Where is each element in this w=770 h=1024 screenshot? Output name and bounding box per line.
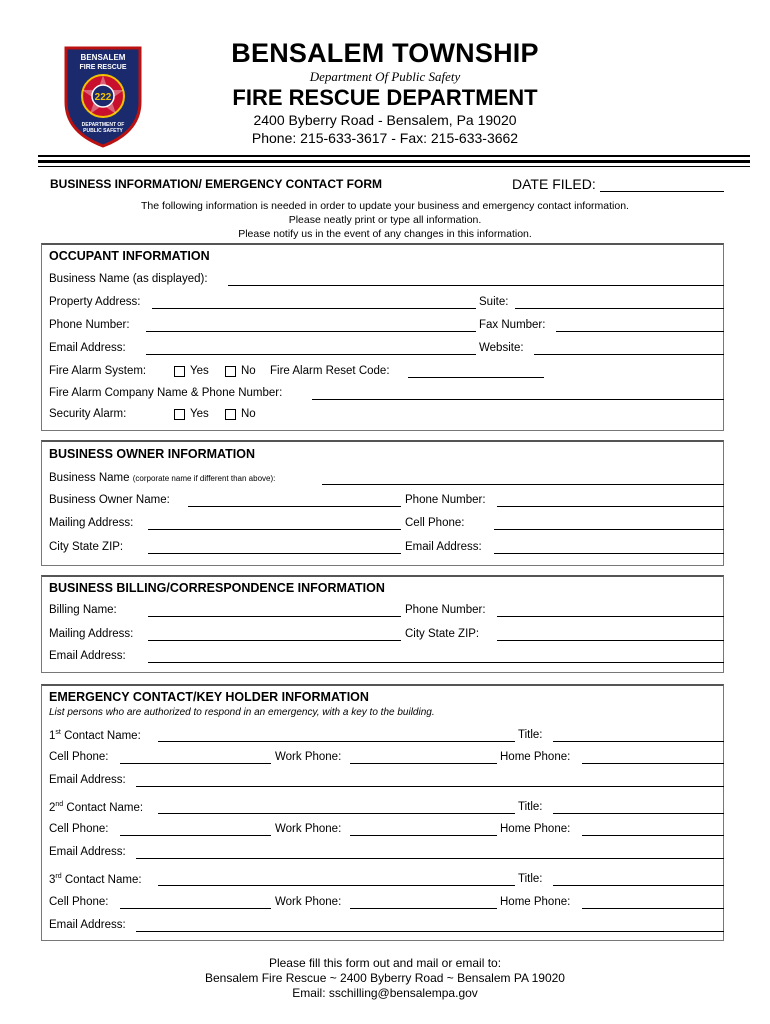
fax-number-field[interactable] — [556, 331, 724, 332]
footer — [0, 956, 770, 1001]
contact2-num: 2 — [49, 801, 56, 814]
fire-rescue-title: FIRE RESCUE DEPARTMENT — [232, 85, 538, 110]
owner-name-label: Business Owner Name: — [49, 494, 170, 506]
header-divider-bottom — [38, 166, 750, 167]
billing-title: BUSINESS BILLING/CORRESPONDENCE INFORMATION — [49, 581, 385, 595]
contact2-work-field[interactable] — [350, 835, 497, 836]
intro-line: The following information is needed in order to update your business and emergency contact information. — [141, 200, 629, 212]
contact1-ordinal: st — [55, 729, 61, 736]
contact1-work-field[interactable] — [350, 763, 497, 764]
contact3-name-field[interactable] — [158, 885, 515, 886]
logo-text-bottom2: PUBLIC SAFETY — [83, 128, 123, 134]
phone-number-label: Phone Number: — [49, 319, 130, 331]
header-divider-top — [38, 155, 750, 157]
contact3-email-label: Email Address: — [49, 919, 126, 931]
contact2-cell-label: Cell Phone: — [49, 823, 109, 835]
fire-alarm-company-field[interactable] — [312, 399, 724, 400]
contact1-home-label: Home Phone: — [500, 751, 571, 763]
business-name-field[interactable] — [228, 285, 724, 286]
billing-name-field[interactable] — [148, 616, 401, 617]
owner-mailing-address-label: Mailing Address: — [49, 517, 134, 529]
billing-email-field[interactable] — [148, 662, 724, 663]
footer-address: Bensalem Fire Rescue ~ 2400 Byberry Road ~ Bensalem PA 19020 — [205, 971, 565, 985]
fax-number-label: Fax Number: — [479, 319, 546, 331]
contact3-name-label — [49, 873, 142, 886]
fire-alarm-system-label: Fire Alarm System: — [49, 365, 147, 377]
website-field[interactable] — [534, 354, 724, 355]
billing-phone-field[interactable] — [497, 616, 724, 617]
owner-phone-label: Phone Number: — [405, 494, 486, 506]
contact1-email-field[interactable] — [136, 786, 724, 787]
form-intro — [0, 199, 770, 241]
logo-text-bottom1: DEPARTMENT OF — [81, 122, 125, 128]
contact3-work-label: Work Phone: — [275, 896, 342, 908]
security-alarm-no-label: No — [241, 408, 256, 420]
form-title: BUSINESS INFORMATION/ EMERGENCY CONTACT FORM — [50, 177, 383, 191]
contact1-name-text: Contact Name: — [64, 729, 141, 742]
contact1-work-label: Work Phone: — [275, 751, 342, 763]
contact2-name-text: Contact Name: — [66, 801, 144, 814]
fire-alarm-reset-label: Fire Alarm Reset Code: — [270, 365, 390, 377]
contact3-work-field[interactable] — [350, 908, 497, 909]
contact2-title-label: Title: — [518, 801, 543, 813]
date-filed-field[interactable] — [600, 191, 724, 192]
security-alarm-label: Security Alarm: — [49, 408, 127, 420]
owner-city-state-zip-field[interactable] — [148, 553, 401, 554]
property-address-label: Property Address: — [49, 296, 141, 308]
property-address-field[interactable] — [152, 308, 476, 309]
occupant-title: OCCUPANT INFORMATION — [49, 249, 210, 263]
billing-mailing-address-label: Mailing Address: — [49, 628, 134, 640]
owner-business-name-label — [49, 472, 275, 484]
footer-instruction: Please fill this form out and mail or email to: — [268, 956, 502, 970]
owner-business-name-note: (corporate name if different than above): — [132, 474, 276, 483]
billing-mailing-address-field[interactable] — [148, 640, 401, 641]
security-alarm-yes-checkbox[interactable] — [174, 409, 185, 420]
security-alarm-yes-label: Yes — [190, 408, 209, 420]
business-name-label: Business Name (as displayed): — [49, 273, 208, 285]
contact2-work-label: Work Phone: — [275, 823, 342, 835]
owner-cell-phone-label: Cell Phone: — [405, 517, 465, 529]
date-filed-label: DATE FILED: — [512, 176, 596, 192]
owner-title: BUSINESS OWNER INFORMATION — [49, 447, 256, 461]
contact1-num: 1 — [49, 729, 56, 742]
contact2-ordinal: nd — [55, 801, 64, 808]
billing-email-label: Email Address: — [49, 650, 126, 662]
contact2-home-field[interactable] — [582, 835, 724, 836]
contact3-title-field[interactable] — [553, 885, 724, 886]
logo-text-top2: FIRE RESCUE — [79, 64, 127, 71]
owner-cell-phone-field[interactable] — [494, 529, 724, 530]
contact3-home-label: Home Phone: — [500, 896, 571, 908]
phone-number-field[interactable] — [146, 331, 476, 332]
owner-email-field[interactable] — [494, 553, 724, 554]
header-address: 2400 Byberry Road - Bensalem, Pa 19020 — [253, 112, 517, 128]
website-label: Website: — [479, 342, 524, 354]
contact1-title-label: Title: — [518, 729, 543, 741]
emergency-subtitle: List persons who are authorized to respond in an emergency, with a key to the building. — [49, 707, 435, 718]
logo-number: 222 — [94, 92, 112, 103]
header-divider-middle — [38, 160, 750, 163]
email-address-field[interactable] — [146, 354, 476, 355]
contact1-name-field[interactable] — [158, 741, 515, 742]
contact3-cell-field[interactable] — [120, 908, 271, 909]
owner-name-field[interactable] — [188, 506, 401, 507]
owner-phone-field[interactable] — [497, 506, 724, 507]
contact2-name-field[interactable] — [158, 813, 515, 814]
contact2-email-field[interactable] — [136, 858, 724, 859]
owner-email-label: Email Address: — [405, 541, 482, 553]
department-subtitle: Department Of Public Safety — [309, 69, 461, 84]
fire-alarm-no-label: No — [241, 365, 256, 377]
footer-email: Email: sschilling@bensalempa.gov — [292, 986, 478, 1000]
contact3-title-label: Title: — [518, 873, 543, 885]
contact2-title-field[interactable] — [553, 813, 724, 814]
intro-line: Please neatly print or type all information. — [288, 214, 482, 226]
township-title: BENSALEM TOWNSHIP — [231, 38, 539, 68]
contact3-ordinal: rd — [55, 873, 62, 880]
contact3-cell-label: Cell Phone: — [49, 896, 109, 908]
billing-city-state-zip-field[interactable] — [497, 640, 724, 641]
owner-city-state-zip-label: City State ZIP: — [49, 541, 124, 553]
contact1-home-field[interactable] — [582, 763, 724, 764]
contact2-email-label: Email Address: — [49, 846, 126, 858]
fire-alarm-yes-label: Yes — [190, 365, 209, 377]
contact1-cell-label: Cell Phone: — [49, 751, 109, 763]
owner-business-name-field[interactable] — [322, 484, 724, 485]
intro-line: Please notify us in the event of any changes in this information. — [238, 228, 532, 240]
owner-mailing-address-field[interactable] — [148, 529, 401, 530]
emergency-title: EMERGENCY CONTACT/KEY HOLDER INFORMATION — [49, 690, 369, 704]
occupant-section — [41, 243, 724, 431]
billing-name-label: Billing Name: — [49, 604, 117, 616]
suite-label: Suite: — [479, 296, 509, 308]
billing-city-state-zip-label: City State ZIP: — [405, 628, 480, 640]
contact2-home-label: Home Phone: — [500, 823, 571, 835]
logo-text-top: BENSALEM — [80, 53, 126, 62]
contact3-email-field[interactable] — [136, 931, 724, 932]
contact2-name-label — [49, 801, 143, 814]
email-address-label: Email Address: — [49, 342, 126, 354]
contact1-name-label — [49, 729, 141, 742]
fire-alarm-no-checkbox[interactable] — [225, 366, 236, 377]
contact3-num: 3 — [49, 873, 56, 886]
contact1-email-label: Email Address: — [49, 774, 126, 786]
suite-field[interactable] — [515, 308, 724, 309]
header-phone: Phone: 215-633-3617 - Fax: 215-633-3662 — [251, 130, 519, 146]
fire-alarm-reset-field[interactable] — [408, 377, 544, 378]
contact1-title-field[interactable] — [553, 741, 724, 742]
contact3-home-field[interactable] — [582, 908, 724, 909]
contact1-cell-field[interactable] — [120, 763, 271, 764]
security-alarm-no-checkbox[interactable] — [225, 409, 236, 420]
fire-alarm-yes-checkbox[interactable] — [174, 366, 185, 377]
billing-phone-label: Phone Number: — [405, 604, 486, 616]
owner-business-name-text: Business Name — [49, 472, 130, 484]
contact2-cell-field[interactable] — [120, 835, 271, 836]
fire-alarm-company-label: Fire Alarm Company Name & Phone Number: — [49, 387, 283, 399]
contact3-name-text: Contact Name: — [64, 873, 142, 886]
